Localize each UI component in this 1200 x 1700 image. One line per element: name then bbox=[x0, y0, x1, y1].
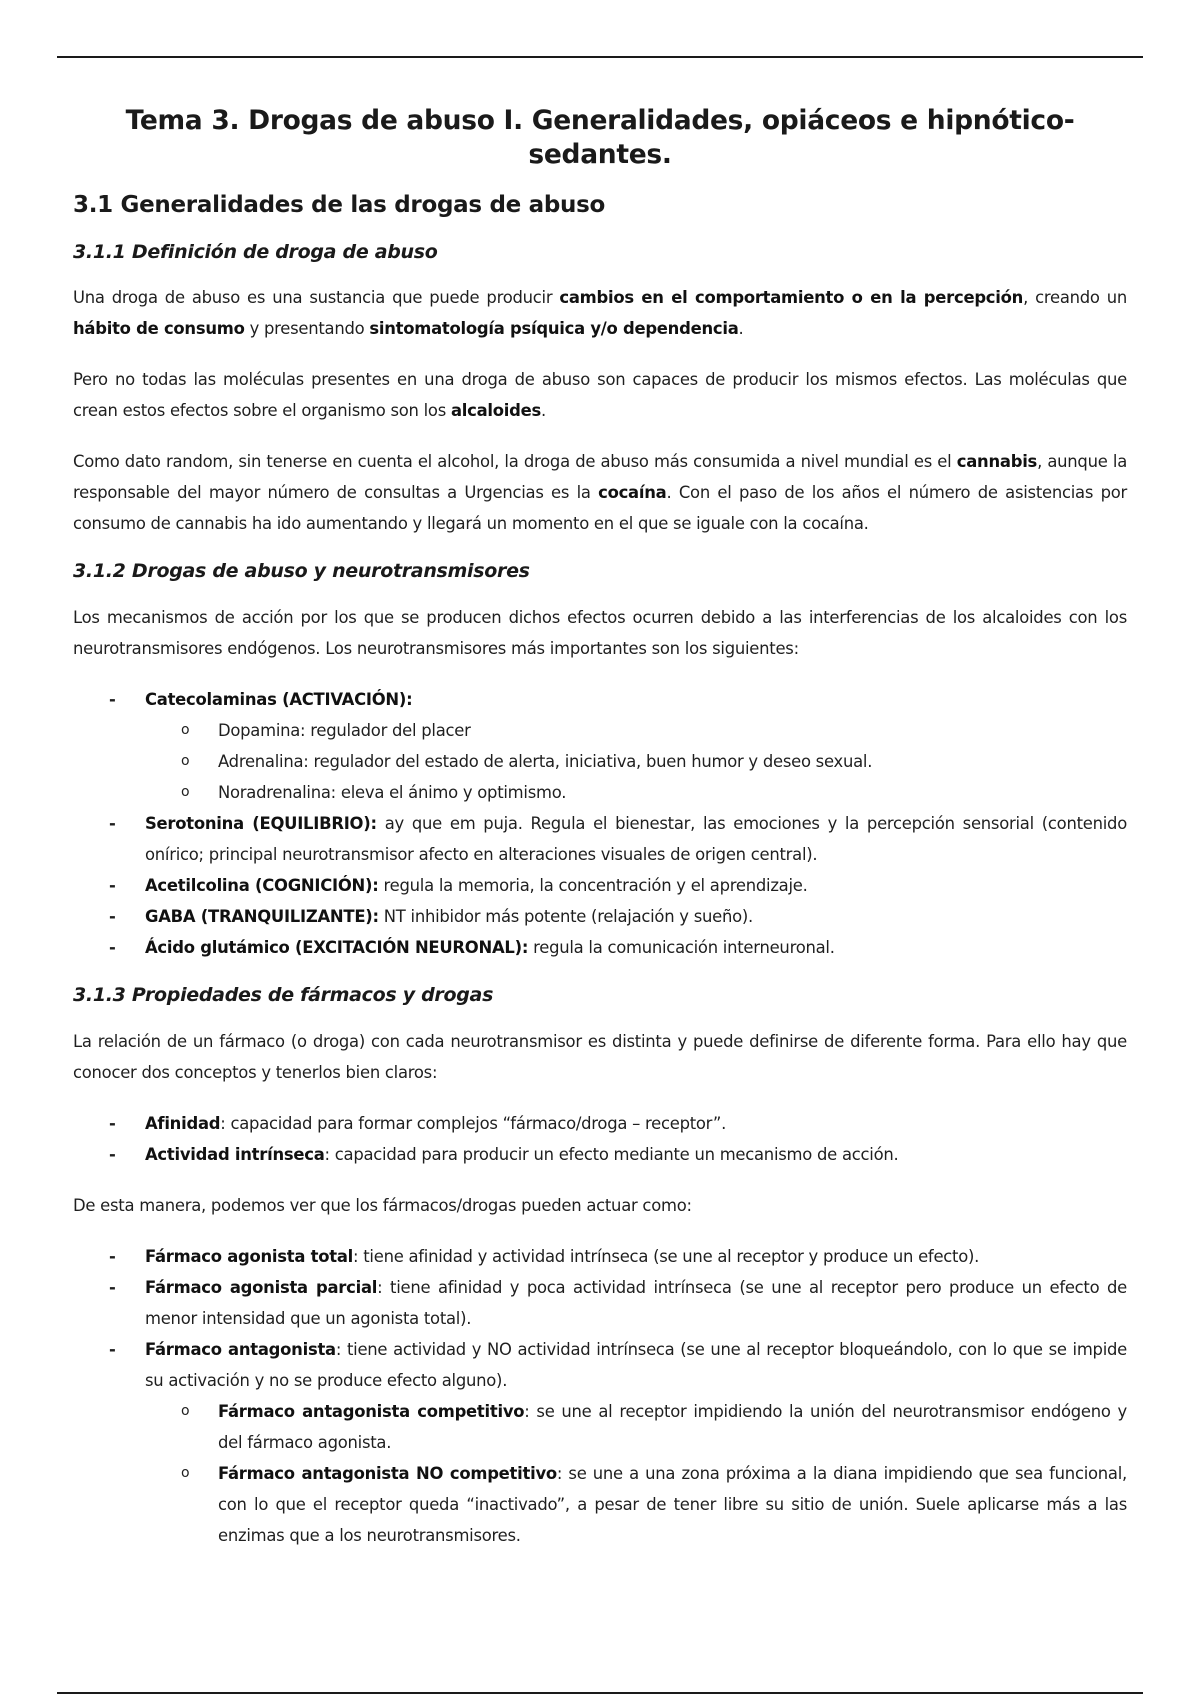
bold-text: GABA (TRANQUILIZANTE): bbox=[145, 907, 379, 927]
drug-types-list bbox=[73, 1241, 1127, 1551]
list-item bbox=[73, 684, 1127, 808]
paragraph-mechanisms: Los mecanismos de acción por los que se producen dichos efectos ocurren debido a las interferencias de los alcaloides con los neurotransmisores endógenos. Los neurotransmisores más importantes son los siguientes: bbox=[73, 608, 1127, 659]
bold-text: Fármaco agonista parcial bbox=[145, 1277, 378, 1297]
list-item bbox=[73, 1139, 1127, 1170]
text-run: : tiene actividad y NO actividad intrínseca (se une al receptor bloqueándolo, con lo que se impide su activación y no se produce efecto alguno). bbox=[145, 1339, 1127, 1390]
bold-text: alcaloides bbox=[450, 401, 542, 421]
text-run: : se une a una zona próxima a la diana impidiendo que sea funcional, con lo que el receptor queda “inactivado”, a pesar de tener libre su sitio de unión. Suele aplicarse más a las enzimas que a los neurotransmisores. bbox=[218, 1463, 1127, 1545]
subsection-heading-3-1-3: 3.1.3 Propiedades de fármacos y drogas bbox=[73, 984, 494, 1007]
list-item bbox=[73, 932, 1127, 963]
sublist-item bbox=[145, 1396, 1127, 1458]
bold-text: Acetilcolina (COGNICIÓN): bbox=[145, 876, 379, 896]
text-run: Como dato random, sin tenerse en cuenta el alcohol, la droga de abuso más consumida a nivel mundial es el bbox=[73, 452, 957, 472]
bold-text: cambios en el comportamiento o en la percepción bbox=[559, 288, 1024, 308]
text-run: : tiene afinidad y actividad intrínseca (se une al receptor y produce un efecto). bbox=[353, 1246, 980, 1266]
list-item bbox=[73, 901, 1127, 932]
document-title: Tema 3. Drogas de abuso I. Generalidades, opiáceos e hipnótico-sedantes. bbox=[125, 105, 1075, 171]
paragraph-random-fact bbox=[73, 446, 1127, 539]
text-run: regula la comunicación interneuronal. bbox=[528, 938, 835, 958]
bold-text: hábito de consumo bbox=[73, 319, 245, 339]
catecholamine-sublist bbox=[145, 715, 1127, 808]
list-item bbox=[73, 1272, 1127, 1334]
sublist-item: o Noradrenalina: eleva el ánimo y optimismo. bbox=[145, 777, 1127, 808]
bold-text: Afinidad bbox=[145, 1113, 221, 1133]
text-run: : se une al receptor impidiendo la unión del neurotransmisor endógeno y del fármaco agonista. bbox=[218, 1401, 1127, 1452]
text-run: . bbox=[541, 401, 546, 421]
text-run: Una droga de abuso es una sustancia que puede producir bbox=[73, 288, 560, 308]
text-run: . bbox=[738, 319, 744, 339]
bold-text: cocaína bbox=[598, 483, 667, 503]
text-run: Pero no todas las moléculas presentes en una droga de abuso son capaces de producir los mismos efectos. Las moléculas que crean estos efectos sobre el organismo son los bbox=[73, 370, 1127, 421]
text-run: ay que em puja. Regula el bienestar, las emociones y la percepción sensorial (contenido onírico; principal neurotransmisor afecto en alteraciones visuales de origen central). bbox=[145, 814, 1127, 865]
neurotransmitter-list bbox=[73, 684, 1127, 963]
list-item bbox=[73, 1334, 1127, 1551]
subsection-heading-3-1-2: 3.1.2 Drogas de abuso y neurotransmisores bbox=[73, 560, 530, 583]
bold-text: Fármaco antagonista competitivo bbox=[218, 1401, 525, 1421]
paragraph-definition bbox=[73, 282, 1127, 344]
list-item bbox=[73, 808, 1127, 870]
paragraph-alkaloids bbox=[73, 364, 1127, 426]
text-run: y presentando bbox=[244, 319, 370, 339]
bold-text: cannabis bbox=[956, 452, 1038, 472]
text-run: . Con el paso de los años el número de asistencias por consumo de cannabis ha ido aumentando y llegará un momento en el que se iguale con la cocaína. bbox=[73, 483, 1127, 534]
text-run: : capacidad para formar complejos “fármaco/droga – receptor”. bbox=[220, 1113, 727, 1133]
bold-text: sintomatología psíquica y/o dependencia bbox=[369, 319, 739, 339]
concepts-list bbox=[73, 1108, 1127, 1170]
bold-text: Serotonina (EQUILIBRIO): bbox=[145, 814, 377, 834]
text-run: , creando un bbox=[1023, 288, 1128, 308]
footer-rule bbox=[57, 1692, 1143, 1694]
document-page bbox=[73, 104, 1127, 1571]
bold-text: Ácido glutámico (EXCITACIÓN NEURONAL): bbox=[145, 938, 529, 958]
section-heading-3-1: 3.1 Generalidades de las drogas de abuso bbox=[73, 191, 605, 218]
bold-text: Catecolaminas (ACTIVACIÓN): bbox=[145, 690, 413, 710]
text-run: NT inhibidor más potente (relajación y sueño). bbox=[378, 907, 753, 927]
antagonist-sublist bbox=[145, 1396, 1127, 1551]
sublist-item bbox=[145, 1458, 1127, 1551]
list-item bbox=[73, 1241, 1127, 1272]
bold-text: Fármaco antagonista bbox=[145, 1339, 336, 1359]
paragraph-drug-types-intro: De esta manera, podemos ver que los fármacos/drogas pueden actuar como: bbox=[73, 1195, 692, 1215]
sublist-item: o Dopamina: regulador del placer bbox=[145, 715, 1127, 746]
header-rule bbox=[57, 56, 1143, 58]
text-run: , aunque la responsable del mayor número de consultas a Urgencias es la bbox=[73, 452, 1127, 503]
paragraph-relation: La relación de un fármaco (o droga) con cada neurotransmisor es distinta y puede definirse de diferente forma. Para ello hay que conocer dos conceptos y tenerlos bien claros: bbox=[73, 1031, 1127, 1082]
text-run: regula la memoria, la concentración y el aprendizaje. bbox=[378, 876, 808, 896]
bold-text: Actividad intrínseca bbox=[145, 1144, 325, 1164]
sublist-item: o Adrenalina: regulador del estado de alerta, iniciativa, buen humor y deseo sexual. bbox=[145, 746, 1127, 777]
list-item bbox=[73, 1108, 1127, 1139]
text-run: : capacidad para producir un efecto mediante un mecanismo de acción. bbox=[324, 1144, 899, 1164]
bold-text: Fármaco antagonista NO competitivo bbox=[218, 1463, 557, 1483]
subsection-heading-3-1-1: 3.1.1 Definición de droga de abuso bbox=[73, 240, 438, 263]
text-run: : tiene afinidad y poca actividad intrínseca (se une al receptor pero produce un efecto de menor intensidad que un agonista total). bbox=[145, 1277, 1128, 1328]
bold-text: Fármaco agonista total bbox=[145, 1246, 354, 1266]
list-item bbox=[73, 870, 1127, 901]
